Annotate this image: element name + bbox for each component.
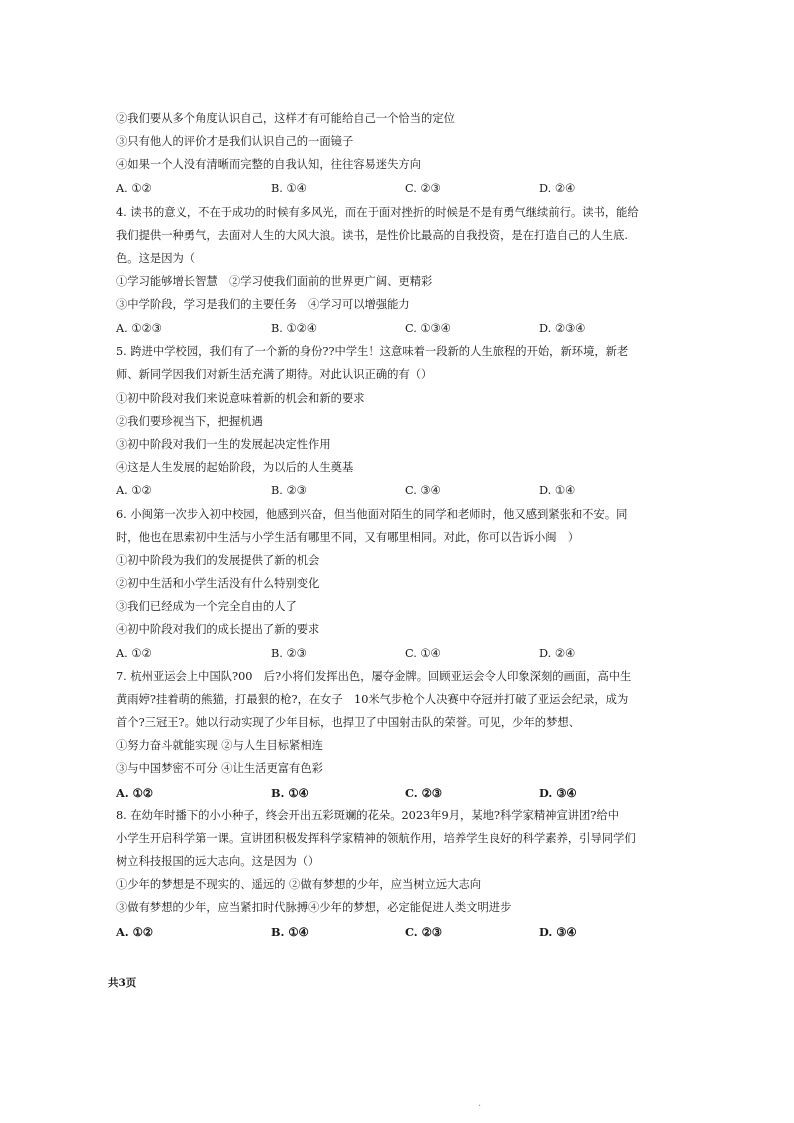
answer-option[interactable]: C. ①③④: [405, 322, 451, 335]
text-line: 树立科技报国的远大志向。这是因为（）: [116, 855, 320, 868]
answer-options: [116, 484, 676, 498]
text-line: 7. 杭州亚运会上中国队?00 后?小将们发挥出色，屡夺金牌。回顾亚运会令人印象深刻的画面，高中生: [116, 670, 632, 683]
answer-option[interactable]: D. ①④: [539, 484, 576, 497]
answer-option[interactable]: C. ②③: [405, 786, 442, 800]
answer-options: [116, 647, 676, 661]
answer-option[interactable]: C. ②③: [405, 925, 442, 939]
answer-options: [116, 322, 676, 336]
answer-option[interactable]: D. ③④: [539, 925, 577, 939]
text-line: ③与中国梦密不可分 ④让生活更富有色彩: [116, 762, 323, 775]
answer-option[interactable]: B. ②③: [271, 647, 307, 660]
answer-option[interactable]: C. ②③: [405, 182, 441, 195]
answer-option[interactable]: A. ①②③: [116, 322, 162, 335]
answer-option[interactable]: B. ①②④: [271, 322, 317, 335]
answer-option[interactable]: D. ②④: [539, 647, 576, 660]
answer-option[interactable]: A. ①②: [116, 182, 152, 195]
answer-option[interactable]: B. ①④: [271, 925, 309, 939]
answer-option[interactable]: B. ②③: [271, 484, 307, 497]
text-line: ①学习能够增长智慧 ②学习使我们面前的世界更广阔、更精彩: [116, 275, 433, 288]
text-line: ①努力奋斗就能实现 ②与人生目标紧相连: [116, 739, 323, 752]
text-line: ③中学阶段，学习是我们的主要任务 ④学习可以增强能力: [116, 298, 410, 311]
text-line: 8. 在幼年时播下的小小种子，终会开出五彩斑斓的花朵。2023年9月，某地?科学家精神宣讲团?给中: [116, 809, 620, 822]
answer-option[interactable]: C. ①④: [405, 647, 441, 660]
text-line: ④这是人生发展的起始阶段，为以后的人生奠基: [116, 461, 354, 474]
text-line: 小学生开启科学第一课。宣讲团积极发挥科学家精神的领航作用，培养学生良好的科学素养，引导同学们: [116, 832, 636, 845]
text-line: ③初中阶段对我们一生的发展起决定性作用: [116, 438, 331, 451]
answer-options: [116, 925, 676, 939]
text-line: ①少年的梦想是不现实的、遥远的 ②做有梦想的少年，应当树立远大志向: [116, 878, 482, 891]
answer-option[interactable]: A. ①②: [116, 786, 153, 800]
text-line: ③做有梦想的少年，应当紧扣时代脉搏④少年的梦想，必定能促进人类文明进步: [116, 901, 512, 914]
text-line: ③我们已经成为一个完全自由的人了: [116, 600, 297, 613]
page-mark: .: [478, 1098, 482, 1109]
text-line: ②我们要从多个角度认识自己，这样才有可能给自己一个恰当的定位: [116, 112, 455, 125]
text-line: 色。这是因为（: [116, 252, 196, 265]
text-line: ④如果一个人没有清晰而完整的自我认知，往往容易迷失方向: [116, 158, 422, 171]
answer-option[interactable]: D. ②③④: [539, 322, 586, 335]
text-line: 时，他也在思索初中生活与小学生活有哪里不同，又有哪里相同。对此，你可以告诉小闽 ）: [116, 531, 580, 544]
answer-option[interactable]: A. ①②: [116, 647, 152, 660]
answer-option[interactable]: A. ①②: [116, 925, 153, 939]
answer-option[interactable]: D. ②④: [539, 182, 576, 195]
answer-option[interactable]: C. ③④: [405, 484, 441, 497]
text-line: ②初中生活和小学生活没有什么特别变化: [116, 577, 320, 590]
text-line: 黄雨婷?挂着萌的熊猫，打最狠的枪?，在女子 10米气步枪个人决赛中夺冠并打破了亚运会纪录，成为: [116, 693, 629, 706]
text-line: 首个?三冠王?。她以行动实现了少年目标，也捍卫了中国射击队的荣誉。可见，少年的梦想、: [116, 716, 580, 729]
page-count: 共3页: [108, 977, 137, 989]
answer-option[interactable]: A. ①②: [116, 484, 152, 497]
text-line: ④初中阶段对我们的成长提出了新的要求: [116, 623, 320, 636]
text-line: ①初中阶段为我们的发展提供了新的机会: [116, 554, 320, 567]
text-line: ②我们要珍视当下，把握机遇: [116, 415, 263, 428]
answer-option[interactable]: D. ③④: [539, 786, 577, 800]
text-line: 6. 小闽第一次步入初中校园，他感到兴奋，但当他面对陌生的同学和老师时，他又感到紧张和不安。同: [116, 508, 628, 521]
text-line: 我们提供一种勇气，去面对人生的大风大浪。读书，是性价比最高的自我投资，是在打造自己的人生底.: [116, 229, 628, 242]
text-line: ③只有他人的评价才是我们认识自己的一面镜子: [116, 135, 354, 148]
answer-option[interactable]: B. ①④: [271, 786, 309, 800]
text-line: 4. 读书的意义，不在于成功的时候有多风光，而在于面对挫折的时候是不是有勇气继续前行。读书，能给: [116, 206, 639, 219]
text-line: 5. 跨进中学校园，我们有了一个新的身份??中学生！这意味着一段新的人生旅程的开始，新环境，新老: [116, 345, 629, 358]
text-line: ①初中阶段对我们来说意味着新的机会和新的要求: [116, 392, 365, 405]
text-line: 师、新同学因我们对新生活充满了期待。对此认识正确的有（）: [116, 368, 433, 381]
answer-option[interactable]: B. ①④: [271, 182, 307, 195]
answer-options: [116, 786, 676, 800]
answer-options: [116, 182, 676, 196]
